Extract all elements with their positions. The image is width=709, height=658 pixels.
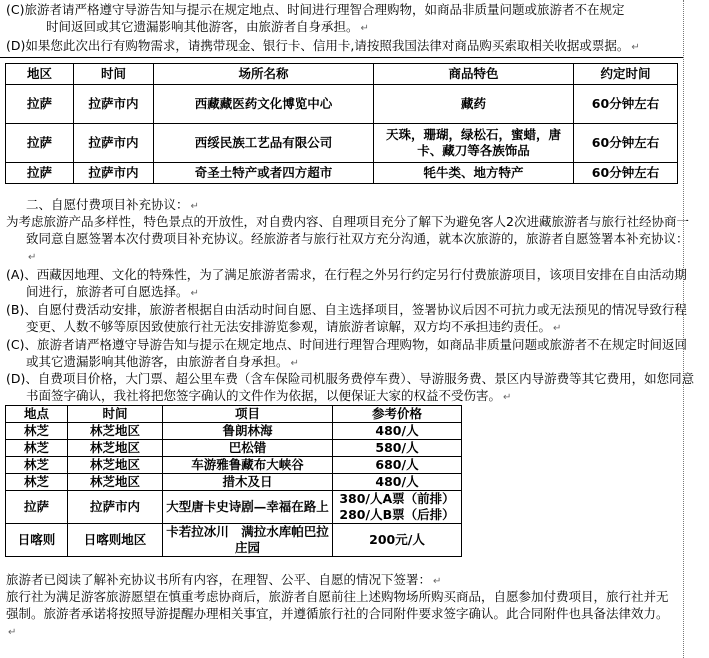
header-cell: 场所名称	[154, 64, 374, 85]
clause-c: (C)、旅游者请严格遵守导游告知与提示在规定地点、时间进行理智合理购物，如商品非质量问题或旅游者不在规定时间返回或其它遗漏影响其他游客，由旅游者自身承担。 ↵	[6, 337, 687, 369]
table-cell: 天珠，珊瑚，绿松石，蜜蜡，唐卡、藏刀等各族饰品	[374, 124, 574, 163]
table-row	[6, 163, 678, 184]
table-cell: 林芝	[6, 440, 68, 457]
table-row	[6, 524, 462, 557]
table-header-row	[6, 64, 678, 85]
header-cell: 商品特色	[374, 64, 574, 85]
table-cell: 60分钟左右	[574, 124, 678, 163]
table-cell: 拉萨	[6, 163, 74, 184]
table-cell: 西绥民族工艺品有限公司	[154, 124, 374, 163]
table-cell: 日喀则地区	[68, 524, 163, 557]
table-cell: 林芝	[6, 423, 68, 440]
table-cell: 拉萨市内	[74, 163, 154, 184]
table-cell: 西藏藏医药文化博览中心	[154, 85, 374, 124]
table-cell: 鲁朗林海	[163, 423, 333, 440]
table-row	[6, 474, 462, 491]
table-cell: 60分钟左右	[574, 85, 678, 124]
table-cell: 日喀则	[6, 524, 68, 557]
table-cell: 林芝	[6, 457, 68, 474]
table-row	[6, 491, 462, 524]
table-cell: 200元/人	[333, 524, 462, 557]
table-header-row	[6, 406, 462, 423]
table-row	[6, 440, 462, 457]
table-cell: 林芝地区	[68, 440, 163, 457]
header-cell: 约定时间	[574, 64, 678, 85]
table-cell: 580/人	[333, 440, 462, 457]
table-cell: 拉萨	[6, 85, 74, 124]
table-cell: 林芝	[6, 474, 68, 491]
clause-d: (D)、自费项目价格，大门票、超公里车费（含车保险司机服务费停车费）、导游服务费、景区内导游费等其它费用，如您同意书面签字确认，我社将把您签字确认的文件作为依据，以便保证大家的权益不受伤害。 ↵	[6, 371, 695, 403]
table-row	[6, 423, 462, 440]
clause-b: (B)、自愿付费活动安排，旅游者根据自由活动时间自愿、自主选择项目，签署协议后因不可抗力或无法预见的情况导致行程变更、人数不够等原因致使旅行社无法安排游览参观，请旅游者谅解，双方均不承担违约责任。 ↵	[6, 302, 687, 334]
table-cell: 车游雅鲁藏布大峡谷	[163, 457, 333, 474]
table-row	[6, 85, 678, 124]
section-2-title: 二、自愿付费项目补充协议： ↵	[26, 197, 199, 212]
shopping-table	[5, 63, 678, 184]
optional-fee-table	[5, 405, 462, 557]
table-cell: 大型唐卡史诗剧—幸福在路上	[163, 491, 333, 524]
table-row	[6, 457, 462, 474]
header-cell: 时间	[74, 64, 154, 85]
table-cell: 牦牛类、地方特产	[374, 163, 574, 184]
table-cell: 380/人A票（前排）280/人B票（后排）	[333, 491, 462, 524]
table-cell: 措木及日	[163, 474, 333, 491]
header-cell: 项目	[163, 406, 333, 423]
table-frame-top	[0, 57, 683, 58]
table-cell: 巴松错	[163, 440, 333, 457]
header-cell: 参考价格	[333, 406, 462, 423]
table-row	[6, 124, 678, 163]
table-cell: 奇圣土特产或者四方超市	[154, 163, 374, 184]
closing-paragraph: 旅行社为满足游客旅游愿望在慎重考虑协商后，旅游者自愿前往上述购物场所购买商品，自愿参加付费项目，旅行社并无强制。旅游者承诺将按照导游提醒办理相关事宜，并遵循旅行社的合同附件要求签字确认。此合同附件也具备法律效力。↵	[6, 589, 669, 638]
table-cell: 拉萨市内	[74, 124, 154, 163]
clause-a: (A)、西藏因地理、文化的特殊性，为了满足旅游者需求，在行程之外另行约定另行付费旅游项目，该项目安排在自由活动期间进行，旅游者可自愿选择。 ↵	[6, 267, 687, 299]
table-cell: 拉萨	[6, 491, 68, 524]
header-cell: 时间	[68, 406, 163, 423]
closing-statement: 旅游者已阅读了解补充协议书所有内容，在理智、公平、自愿的情况下签署： ↵	[6, 572, 442, 587]
table-cell: 藏药	[374, 85, 574, 124]
clause-d-top: (D)如果您此次出行有购物需求，请携带现金、银行卡、信用卡,请按照我国法律对商品购买索取相关收据或票据。 ↵	[6, 38, 640, 53]
table-cell: 林芝地区	[68, 457, 163, 474]
table-cell: 拉萨市内	[68, 491, 163, 524]
table-cell: 林芝地区	[68, 423, 163, 440]
clause-c-top: (C)旅游者请严格遵守导游告知与提示在规定地点、时间进行理智合理购物，如商品非质量问题或旅游者不在规定 时间返回或其它遗漏影响其他游客，由旅游者自身承担。 ↵	[6, 2, 625, 34]
table-cell: 680/人	[333, 457, 462, 474]
table-cell: 60分钟左右	[574, 163, 678, 184]
header-cell: 地点	[6, 406, 68, 423]
table-cell: 拉萨	[6, 124, 74, 163]
section-2-intro: 为考虑旅游产品多样性，特色景点的开放性，对自费内容、自理项目充分了解下为避免客人2次进藏旅游者与旅行社经协商一致同意自愿签署本次付费项目补充协议。经旅游者与旅行社双方充分沟通，就本次旅游的，旅游者自愿签署本补充协议：↵	[6, 214, 689, 263]
table-cell: 480/人	[333, 474, 462, 491]
table-cell: 480/人	[333, 423, 462, 440]
table-cell: 拉萨市内	[74, 85, 154, 124]
table-cell: 林芝地区	[68, 474, 163, 491]
header-cell: 地区	[6, 64, 74, 85]
table-cell: 卡若拉冰川 满拉水库帕巴拉庄园	[163, 524, 333, 557]
